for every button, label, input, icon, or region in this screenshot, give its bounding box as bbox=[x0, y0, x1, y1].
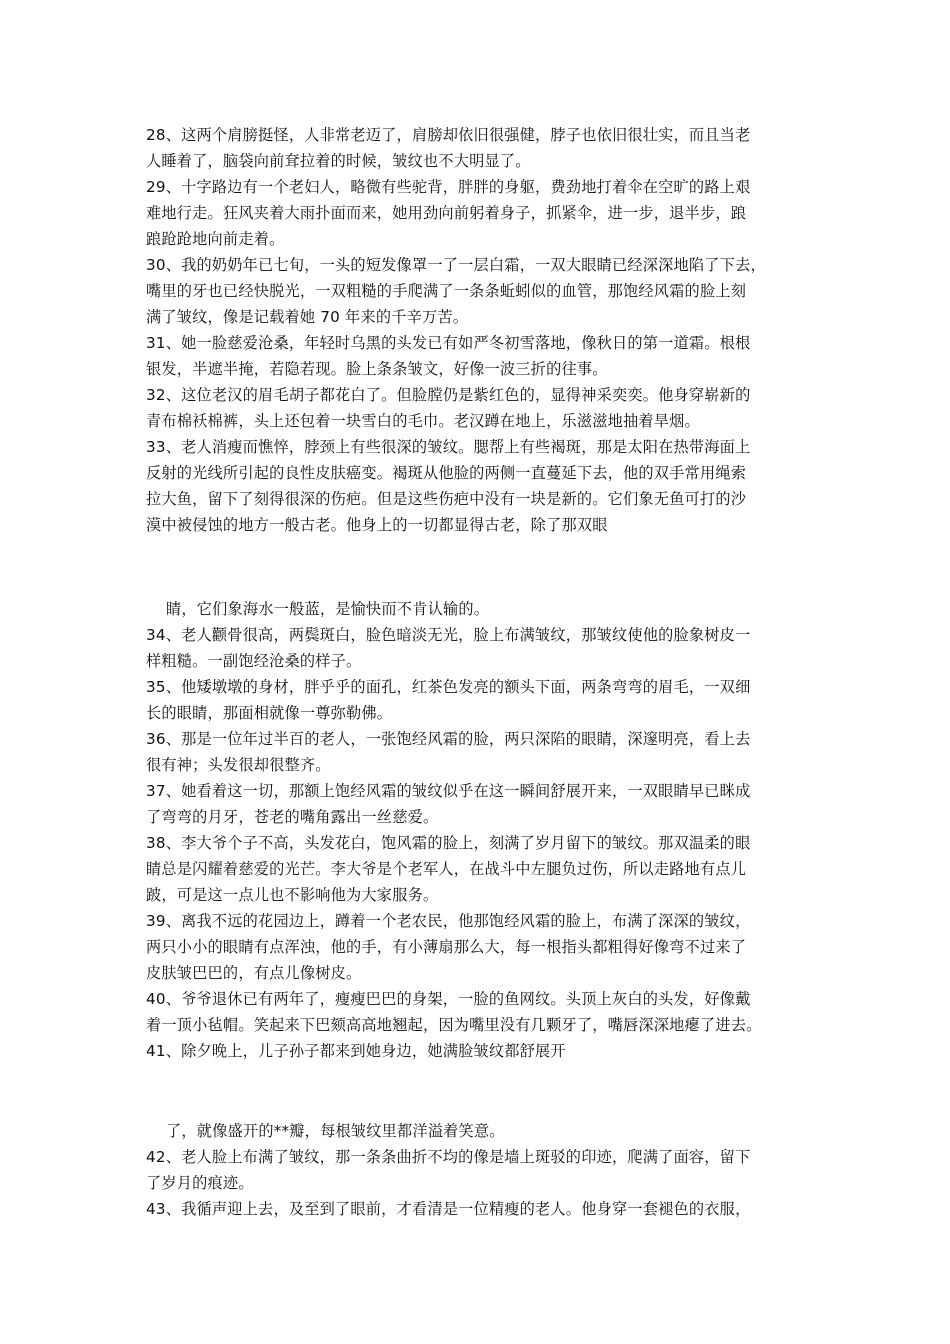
text-line: 踉跄跄地向前走着。 bbox=[146, 230, 285, 248]
text-line: 38、李大爷个子不高，头发花白，饱风霜的脸上，刻满了岁月留下的皱纹。那双温柔的眼 bbox=[146, 834, 751, 852]
text-line: 满了皱纹，像是记载着她 70 年来的千辛万苦。 bbox=[146, 308, 469, 326]
text-line: 了岁月的痕迹。 bbox=[146, 1174, 254, 1192]
text-line: 反射的光线所引起的良性皮肤癌变。褐斑从他脸的两侧一直蔓延下去，他的双手常用绳索 bbox=[146, 464, 747, 482]
text-block-3 bbox=[146, 1118, 816, 1222]
text-line: 青布棉袄棉裤，头上还包着一块雪白的毛巾。老汉蹲在地上，乐滋滋地抽着旱烟。 bbox=[146, 412, 700, 430]
text-line: 36、那是一位年过半百的老人，一张饱经风霜的脸，两只深陷的眼睛，深邃明亮，看上去 bbox=[146, 730, 751, 748]
text-line: 银发，半遮半掩，若隐若现。脸上条条皱文，好像一波三折的往事。 bbox=[146, 360, 608, 378]
text-line: 样粗糙。一副饱经沧桑的样子。 bbox=[146, 652, 362, 670]
text-line: 了，就像盛开的**瓣，每根皱纹里都洋溢着笑意。 bbox=[166, 1122, 505, 1140]
text-line: 35、他矮墩墩的身材，胖乎乎的面孔，红茶色发亮的额头下面，两条弯弯的眉毛，一双细 bbox=[146, 678, 751, 696]
text-line: 31、她一脸慈爱沧桑，年轻时乌黑的头发已有如严冬初雪落地，像秋日的第一道霜。根根 bbox=[146, 334, 751, 352]
text-line: 30、我的奶奶年已七旬，一头的短发像罩一了一层白霜，一双大眼睛已经深深地陷了下去， bbox=[146, 256, 766, 274]
text-line: 34、老人颧骨很高，两鬓斑白，脸色暗淡无光，脸上布满皱纹，那皱纹使他的脸象树皮一 bbox=[146, 626, 751, 644]
text-line: 皮肤皱巴巴的，有点儿像树皮。 bbox=[146, 964, 362, 982]
text-line: 33、老人消瘦而憔悴，脖颈上有些很深的皱纹。腮帮上有些褐斑，那是太阳在热带海面上 bbox=[146, 438, 751, 456]
text-line: 嘴里的牙也已经快脱光，一双粗糙的手爬满了一条条蚯蚓似的血管，那饱经风霜的脸上刻 bbox=[146, 282, 747, 300]
text-line: 人睡着了，脑袋向前耷拉着的时候，皱纹也不大明显了。 bbox=[146, 152, 531, 170]
text-line: 难地行走。狂风夹着大雨扑面而来，她用劲向前躬着身子，抓紧伞，进一步，退半步，踉 bbox=[146, 204, 747, 222]
text-line: 跛，可是这一点儿也不影响他为大家服务。 bbox=[146, 886, 439, 904]
text-block-1 bbox=[146, 122, 816, 538]
text-line: 39、离我不远的花园边上，蹲着一个老农民，他那饱经风霜的脸上，布满了深深的皱纹， bbox=[146, 912, 751, 930]
text-line: 漠中被侵蚀的地方一般古老。他身上的一切都显得古老，除了那双眼 bbox=[146, 516, 608, 534]
text-line: 着一顶小毡帽。笑起来下巴颏高高地翘起，因为嘴里没有几颗牙了，嘴唇深深地瘪了进去。 bbox=[146, 1016, 762, 1034]
text-line: 41、除夕晚上，儿子孙子都来到她身边，她满脸皱纹都舒展开 bbox=[146, 1042, 566, 1060]
text-line: 37、她看着这一切，那额上饱经风霜的皱纹似乎在这一瞬间舒展开来，一双眼睛早已眯成 bbox=[146, 782, 751, 800]
text-line: 了弯弯的月牙，苍老的嘴角露出一丝慈爱。 bbox=[146, 808, 439, 826]
text-line: 很有神；头发很却很整齐。 bbox=[146, 756, 331, 774]
text-line: 睛总是闪耀着慈爱的光芒。李大爷是个老军人，在战斗中左腿负过伤，所以走路地有点儿 bbox=[146, 860, 747, 878]
text-line: 长的眼睛，那面相就像一尊弥勒佛。 bbox=[146, 704, 393, 722]
text-line: 40、爷爷退休已有两年了，瘦瘦巴巴的身架，一脸的鱼网纹。头顶上灰白的头发，好像戴 bbox=[146, 990, 751, 1008]
text-line: 32、这位老汉的眉毛胡子都花白了。但脸膛仍是紫红色的，显得神采奕奕。他身穿崭新的 bbox=[146, 386, 751, 404]
text-line: 29、十字路边有一个老妇人，略微有些驼背，胖胖的身躯，费劲地打着伞在空旷的路上艰 bbox=[146, 178, 751, 196]
text-line: 42、老人脸上布满了皱纹，那一条条曲折不均的像是墙上斑驳的印迹，爬满了面容，留下 bbox=[146, 1148, 751, 1166]
text-line: 拉大鱼，留下了刻得很深的伤疤。但是这些伤疤中没有一块是新的。它们象无鱼可打的沙 bbox=[146, 490, 747, 508]
text-line: 两只小小的眼睛有点浑浊，他的手，有小薄扇那么大，每一根指头都粗得好像弯不过来了 bbox=[146, 938, 747, 956]
text-line: 43、我循声迎上去，及至到了眼前，才看清是一位精瘦的老人。他身穿一套褪色的衣服， bbox=[146, 1200, 751, 1218]
text-line: 28、这两个肩膀挺怪，人非常老迈了，肩膀却依旧很强健，脖子也依旧很壮实，而且当老 bbox=[146, 126, 751, 144]
text-block-2 bbox=[146, 596, 816, 1064]
text-line: 睛，它们象海水一般蓝，是愉快而不肯认输的。 bbox=[166, 600, 490, 618]
